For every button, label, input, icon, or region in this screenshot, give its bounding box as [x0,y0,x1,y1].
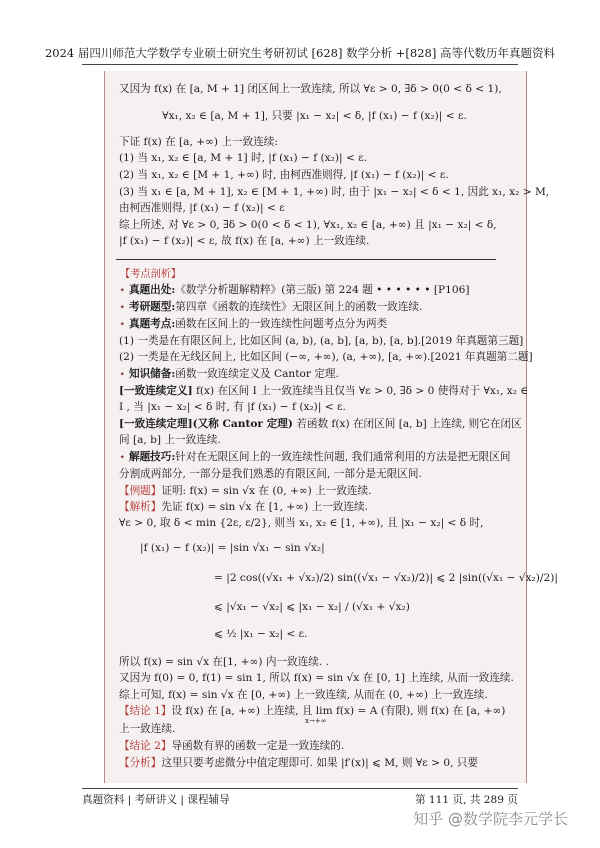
solution-line-2: ∀ε > 0, 取 δ < min {2ε, ε/2}, 则当 x₁, x₂ ∈ [1, +∞), 且 |x₁ − x₂| < δ 时, [119,517,484,529]
example-text: 证明: f(x) = sin √x 在 (0, +∞) 上一致连续. [161,485,372,497]
limit-subscript: x→+∞ [305,717,327,725]
star-icon: ⋆ [119,451,129,463]
point-label: 真题考点: [129,318,176,330]
footer-left: 真题资料 | 考研讲义 | 课程辅导 [82,794,230,806]
source-line [119,283,469,297]
skill-line-1 [119,450,510,464]
analysis-tag: 【考点剖析】 [120,269,182,280]
proof-line-2: ∀x₁, x₂ ∈ [a, M + 1], 只要 |x₁ − x₂| < δ, |f (x₁) − f (x₂)| < ε. [162,110,467,122]
definition-line-2: I , 当 |x₁ − x₂| < δ 时, 有 |f (x₁) − f (x₂)| < ε. [119,401,346,413]
cantor-line-1 [119,417,522,431]
knowledge-line [119,367,339,381]
analysis-line-tag: 【分析】 [119,757,162,769]
source-text: 《数学分析题解精粹》(第三版) 第 224 题 • • • • • • [P106] [175,284,470,296]
type-line [119,300,422,314]
knowledge-text: 函数一致连续定义及 Cantor 定理. [175,368,339,380]
solution-tag: 【解析】 [119,501,162,513]
result-line-1: 所以 f(x) = sin √x 在[1, +∞) 内一致连续. . [119,656,329,668]
definition-label: [一致连续定义] [119,385,193,397]
skill-label: 解题技巧: [129,451,176,463]
equation-2: = |2 cos((√x₁ + √x₂)/2) sin((√x₁ − √x₂)/2)| ⩽ 2 |sin((√x₁ − √x₂)/2)| [214,572,558,584]
skill-line-2: 分割成两部分, 一部分是我们熟悉的有限区间, 一部分是无限区间. [119,468,422,480]
conclusion-2-text: 导函数有界的函数一定是一致连续的. [171,740,345,752]
type-label: 考研题型: [129,301,176,313]
equation-4: ⩽ ½ |x₁ − x₂| < ε. [214,628,308,640]
conclusion-2-line [119,739,344,753]
footer-rule [82,788,518,789]
proof-line-6: (3) 当 x₁ ∈ [a, M + 1], x₂ ∈ [M + 1, +∞) 时, 由于 |x₁ − x₂| < δ < 1, 因此 x₁, x₂ > M, [119,186,550,198]
cantor-text-1: 若函数 f(x) 在闭区间 [a, b] 上连续, 则它在闭区 [292,418,522,430]
conclusion-1-line-2: 上一致连续. [119,723,176,735]
class-1: (1) 一类是在有限区间上, 比如区间 (a, b), (a, b], [a, b), [a, b].[2019 年真题第三题] [119,335,524,347]
page-header: 2024 届四川师范大学数学专业硕士研究生考研初试 [628] 数学分析 +[828] 高等代数历年真题资料 [44,46,556,60]
result-line-2: 又因为 f(0) = 0, f(1) = sin 1, 所以 f(x) = sin √x 在 [0, 1] 上连续, 从而一致连续. [119,672,514,684]
proof-line-7: 由柯西准则得, |f (x₁) − f (x₂)| < ε [119,202,285,214]
knowledge-label: 知识储备: [129,368,176,380]
class-2: (2) 一类是在无线区间上, 比如区间 (−∞, +∞), (a, +∞), [a, +∞).[2021 年真题第二题] [119,351,533,363]
watermark: 知乎 @数学院李元学长 [413,810,568,828]
point-text: 函数在区间上的一致连续性问题考点分为两类 [175,318,388,330]
conclusion-1-tag: 【结论 1】 [119,705,172,717]
analysis-line [119,756,478,770]
star-icon: ⋆ [119,284,129,296]
point-line [119,317,387,331]
header-rule [82,64,518,65]
conclusion-2-tag: 【结论 2】 [119,740,172,752]
result-line-3: 综上可知, f(x) = sin √x 在 [0, +∞) 上一致连续, 从而在 (0, +∞) 上一致连续. [119,689,488,701]
section-separator [116,259,496,260]
skill-text-1: 针对在无限区间上的一致连续性问题, 我们通常利用的方法是把无限区间 [175,451,511,463]
type-text: 第四章《函数的连续性》无限区间上的函数一致连续. [175,301,423,313]
proof-line-9: |f (x₁) − f (x₂)| < ε, 故 f(x) 在 [a, +∞) 上一致连续. [119,235,370,247]
cantor-label: [一致连续定理](又称 Cantor 定理) [119,418,293,430]
star-icon: ⋆ [119,301,129,313]
analysis-line-text: 这里只要考虑微分中值定理即可. 如果 |f′(x)| ⩽ M, 则 ∀ε > 0, 只要 [161,757,478,769]
proof-line-3: 下证 f(x) 在 [a, +∞) 上一致连续: [119,136,278,148]
cantor-line-2: 间 [a, b] 上一致连续. [119,434,221,446]
equation-3: ⩽ |√x₁ − √x₂| ⩽ |x₁ − x₂| / (√x₁ + √x₂) [214,601,410,613]
proof-line-5: (2) 当 x₁, x₂ ∈ [M + 1, +∞) 时, 由柯西准则得, |f (x₁) − f (x₂)| < ε. [119,169,449,181]
definition-line-1 [119,384,528,398]
proof-line-8: 综上所述, 对 ∀ε > 0, ∃δ > 0(0 < δ < 1), ∀x₁, x₂ ∈ [a, +∞) 且 |x₁ − x₂| < δ, [119,219,497,231]
conclusion-1-text: 设 f(x) 在 [a, +∞) 上连续, 且 lim f(x) = A (有限), 则 f(x) 在 [a, +∞) [171,705,506,717]
solution-text: 先证 f(x) = sin √x 在 [1, +∞) 上一致连续. [161,501,368,513]
proof-line-4: (1) 当 x₁, x₂ ∈ [a, M + 1] 时, |f (x₁) − f (x₂)| < ε. [119,152,368,164]
star-icon: ⋆ [119,318,129,330]
solution-line [119,500,368,514]
source-label: 真题出处: [129,284,176,296]
star-icon: ⋆ [119,368,129,380]
equation-1: |f (x₁) − f (x₂)| = |sin √x₁ − sin √x₂| [140,542,325,554]
example-tag: 【例题】 [119,485,162,497]
example-line [119,484,372,498]
footer-page-number: 第 111 页, 共 289 页 [414,794,518,806]
proof-line-1: 又因为 f(x) 在 [a, M + 1] 闭区间上一致连续, 所以 ∀ε > 0, ∃δ > 0(0 < δ < 1), [119,83,502,95]
definition-text-1: f(x) 在区间 I 上一致连续当且仅当 ∀ε > 0, ∃δ > 0 使得对于 ∀x₁, x₂ ∈ [192,385,529,397]
